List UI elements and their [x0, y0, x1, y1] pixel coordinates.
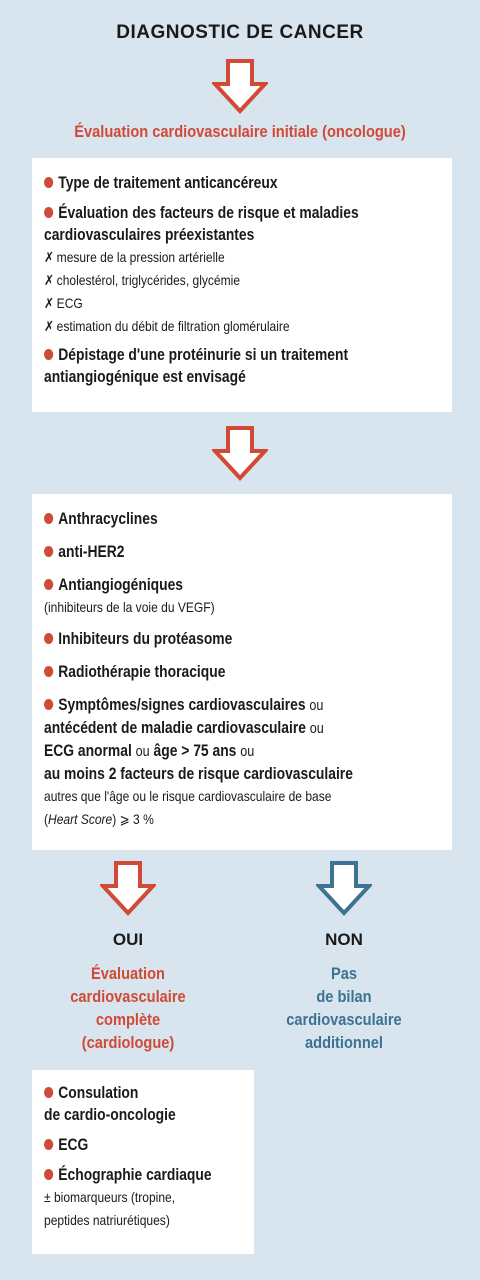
cross-icon: ✗: [44, 249, 55, 265]
paren-text: (: [44, 811, 49, 827]
bullet-icon: [44, 699, 53, 710]
bullet-icon: [44, 513, 53, 524]
item-text: ECG: [58, 1136, 89, 1154]
item-text: Radiothérapie thoracique: [58, 663, 226, 681]
heart-score-text: Heart Score: [48, 811, 113, 827]
cross-icon: ✗: [44, 318, 55, 334]
sub-item: ± biomarqueurs (tropine,: [44, 1189, 176, 1205]
bullet-icon: [44, 579, 53, 590]
item-text: Consulation: [58, 1084, 139, 1102]
list-item: [44, 628, 444, 650]
item-text: Inhibiteurs du protéasome: [58, 630, 233, 648]
item-text: anti-HER2: [58, 543, 125, 561]
down-arrow-icon: [316, 860, 372, 916]
result-line: complète: [95, 1010, 161, 1029]
bullet-icon: [44, 1169, 53, 1180]
no-label: NON: [325, 930, 363, 949]
list-item: [44, 1082, 249, 1126]
down-arrow-icon: [100, 860, 156, 916]
item-text: Type de traitement anticancéreux: [58, 174, 278, 192]
threshold-text: ) ⩾ 3 %: [112, 811, 154, 827]
bullet-icon: [44, 1139, 53, 1150]
bullet-icon: [44, 633, 53, 644]
yes-label: OUI: [112, 930, 144, 949]
item-text: Antiangiogéniques: [58, 576, 184, 594]
sub-item: peptides natriurétiques): [44, 1212, 170, 1228]
sub-item: [44, 315, 443, 338]
list-item: [44, 344, 444, 388]
sub-item: [44, 808, 443, 831]
cross-icon: ✗: [44, 272, 55, 288]
diagram-title: DIAGNOSTIC DE CANCER: [116, 22, 364, 43]
list-item: [44, 694, 444, 785]
item-text: antécédent de maladie cardiovasculaire: [44, 719, 306, 737]
down-arrow-icon: [212, 58, 268, 114]
item-text: cardiovasculaires préexistantes: [44, 226, 255, 244]
sub-item-text: ECG: [56, 295, 83, 311]
bullet-icon: [44, 207, 53, 218]
bullet-icon: [44, 1087, 53, 1098]
list-item: [44, 172, 444, 194]
item-text: ECG anormal: [44, 742, 132, 760]
sub-item: [44, 246, 443, 269]
result-line: (cardiologue): [81, 1033, 175, 1052]
sub-item-text: estimation du débit de filtration glomérulaire: [56, 318, 290, 334]
sub-item-text: cholestérol, triglycérides, glycémie: [56, 272, 241, 288]
sub-item: [44, 292, 443, 315]
or-text: ou: [309, 720, 324, 737]
list-item: [44, 1164, 249, 1186]
item-text: au moins 2 facteurs de risque cardiovasculaire: [44, 765, 353, 783]
item-text: âge > 75 ans: [153, 742, 237, 760]
list-item: [44, 202, 444, 246]
item-text: Symptômes/signes cardiovasculaires: [58, 696, 306, 714]
bullet-icon: [44, 177, 53, 188]
or-text: ou: [240, 743, 255, 760]
result-line: Pas: [330, 964, 358, 983]
yes-result: [42, 962, 214, 1054]
result-line: de bilan: [316, 987, 372, 1006]
list-item: [44, 541, 444, 563]
bullet-icon: [44, 349, 53, 360]
no-result: [258, 962, 430, 1054]
list-item: [44, 508, 444, 530]
result-line: additionnel: [305, 1033, 383, 1052]
item-text: Échographie cardiaque: [58, 1166, 212, 1184]
list-item: [44, 1134, 249, 1156]
cross-icon: ✗: [44, 295, 55, 311]
list-item: [44, 661, 444, 683]
or-text: ou: [309, 697, 324, 714]
result-line: Évaluation: [91, 964, 165, 983]
down-arrow-icon: [212, 425, 268, 481]
sub-item: autres que l'âge ou le risque cardiovasculaire de base: [44, 788, 332, 804]
initial-evaluation-heading: Évaluation cardiovasculaire initiale (oncologue): [74, 122, 406, 141]
item-text: Anthracyclines: [58, 510, 158, 528]
sub-item: (inhibiteurs de la voie du VEGF): [44, 599, 215, 615]
bullet-icon: [44, 666, 53, 677]
sub-item: [44, 269, 443, 292]
item-text: antiangiogénique est envisagé: [44, 368, 246, 386]
cardio-oncology-box: [32, 1070, 254, 1254]
item-text: Dépistage d'une protéinurie si un traitement: [58, 346, 349, 364]
result-line: cardiovasculaire: [286, 1010, 402, 1029]
item-text: Évaluation des facteurs de risque et maladies: [58, 204, 359, 222]
risk-factors-box: [32, 494, 452, 850]
initial-evaluation-box: [32, 158, 452, 412]
sub-item-text: mesure de la pression artérielle: [56, 249, 225, 265]
bullet-icon: [44, 546, 53, 557]
item-text: de cardio-oncologie: [44, 1106, 176, 1124]
result-line: cardiovasculaire: [70, 987, 186, 1006]
list-item: [44, 574, 444, 596]
or-text: ou: [135, 743, 150, 760]
